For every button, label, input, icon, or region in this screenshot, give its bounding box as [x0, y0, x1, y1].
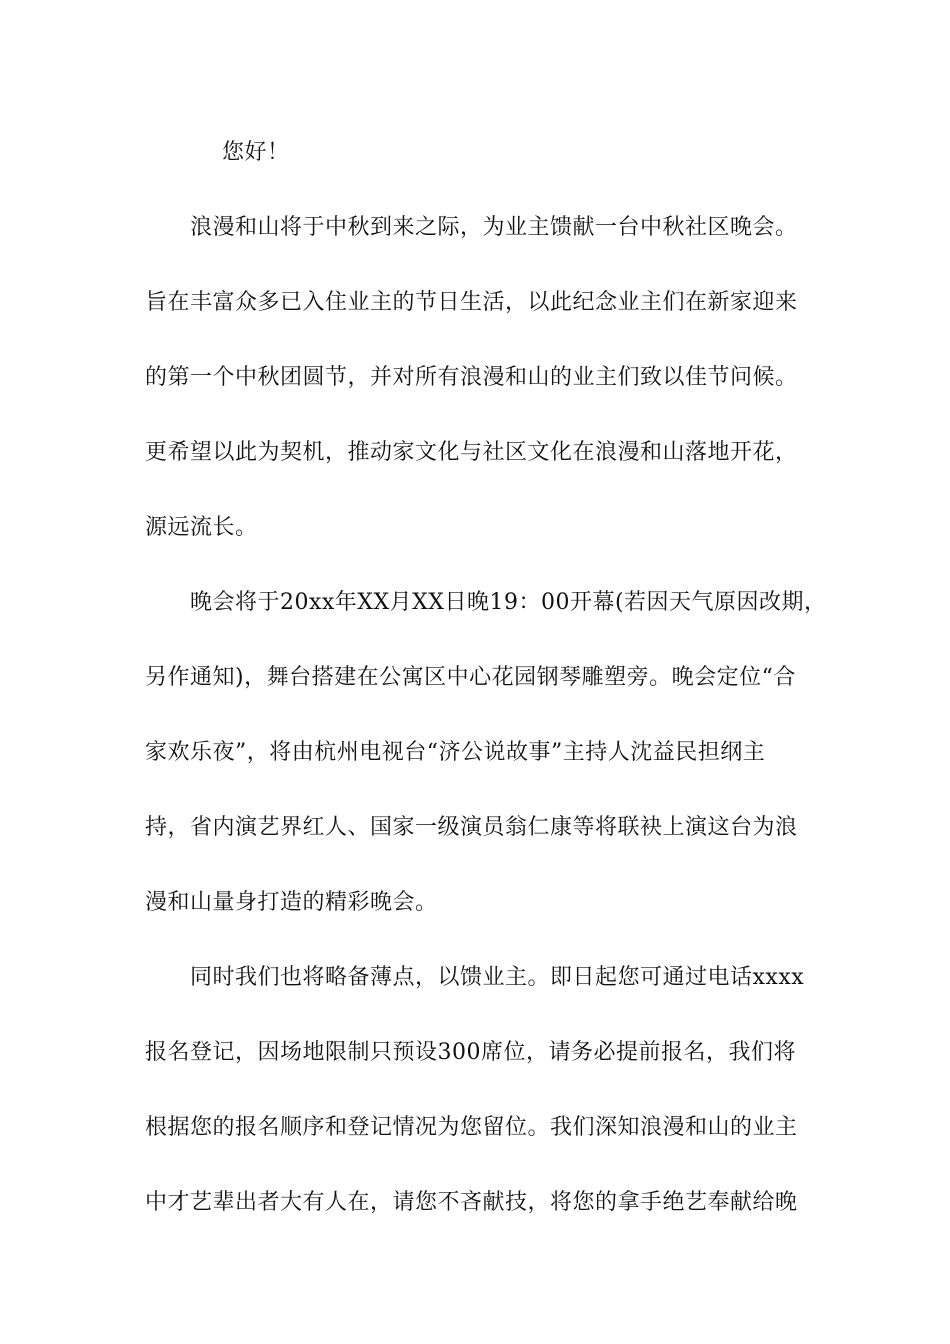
paragraph-line: 旨在丰富众多已入住业主的节日生活，以此纪念业主们在新家迎来 [145, 290, 798, 315]
greeting: 您好！ [222, 140, 290, 165]
paragraph-line: 浪漫和山将于中秋到来之际，为业主馈献一台中秋社区晚会。 [190, 215, 798, 240]
paragraph-line: 漫和山量身打造的精彩晚会。 [145, 890, 438, 915]
paragraph-line: 的第一个中秋团圆节，并对所有浪漫和山的业主们致以佳节问候。 [145, 365, 798, 390]
paragraph-line: 同时我们也将略备薄点，以馈业主。即日起您可通过电话xxxx [190, 965, 805, 990]
paragraph-line: 更希望以此为契机，推动家文化与社区文化在浪漫和山落地开花， [145, 440, 798, 465]
paragraph-line: 家欢乐夜”，将由杭州电视台“济公说故事”主持人沈益民担纲主 [145, 740, 766, 765]
paragraph-line: 根据您的报名顺序和登记情况为您留位。我们深知浪漫和山的业主 [145, 1115, 798, 1140]
paragraph-line: 源远流长。 [145, 515, 258, 540]
paragraph-line: 报名登记，因场地限制只预设300席位，请务必提前报名，我们将 [145, 1040, 796, 1065]
paragraph-line: 晚会将于20xx年XX月XX日晚19：00开幕(若因天气原因改期， [190, 590, 827, 615]
paragraph-line: 另作通知)，舞台搭建在公寓区中心花园钢琴雕塑旁。晚会定位“合 [145, 665, 796, 690]
paragraph-line: 持，省内演艺界红人、国家一级演员翁仁康等将联袂上演这台为浪 [145, 815, 798, 840]
paragraph-line: 中才艺辈出者大有人在，请您不吝献技，将您的拿手绝艺奉献给晚 [145, 1190, 798, 1215]
